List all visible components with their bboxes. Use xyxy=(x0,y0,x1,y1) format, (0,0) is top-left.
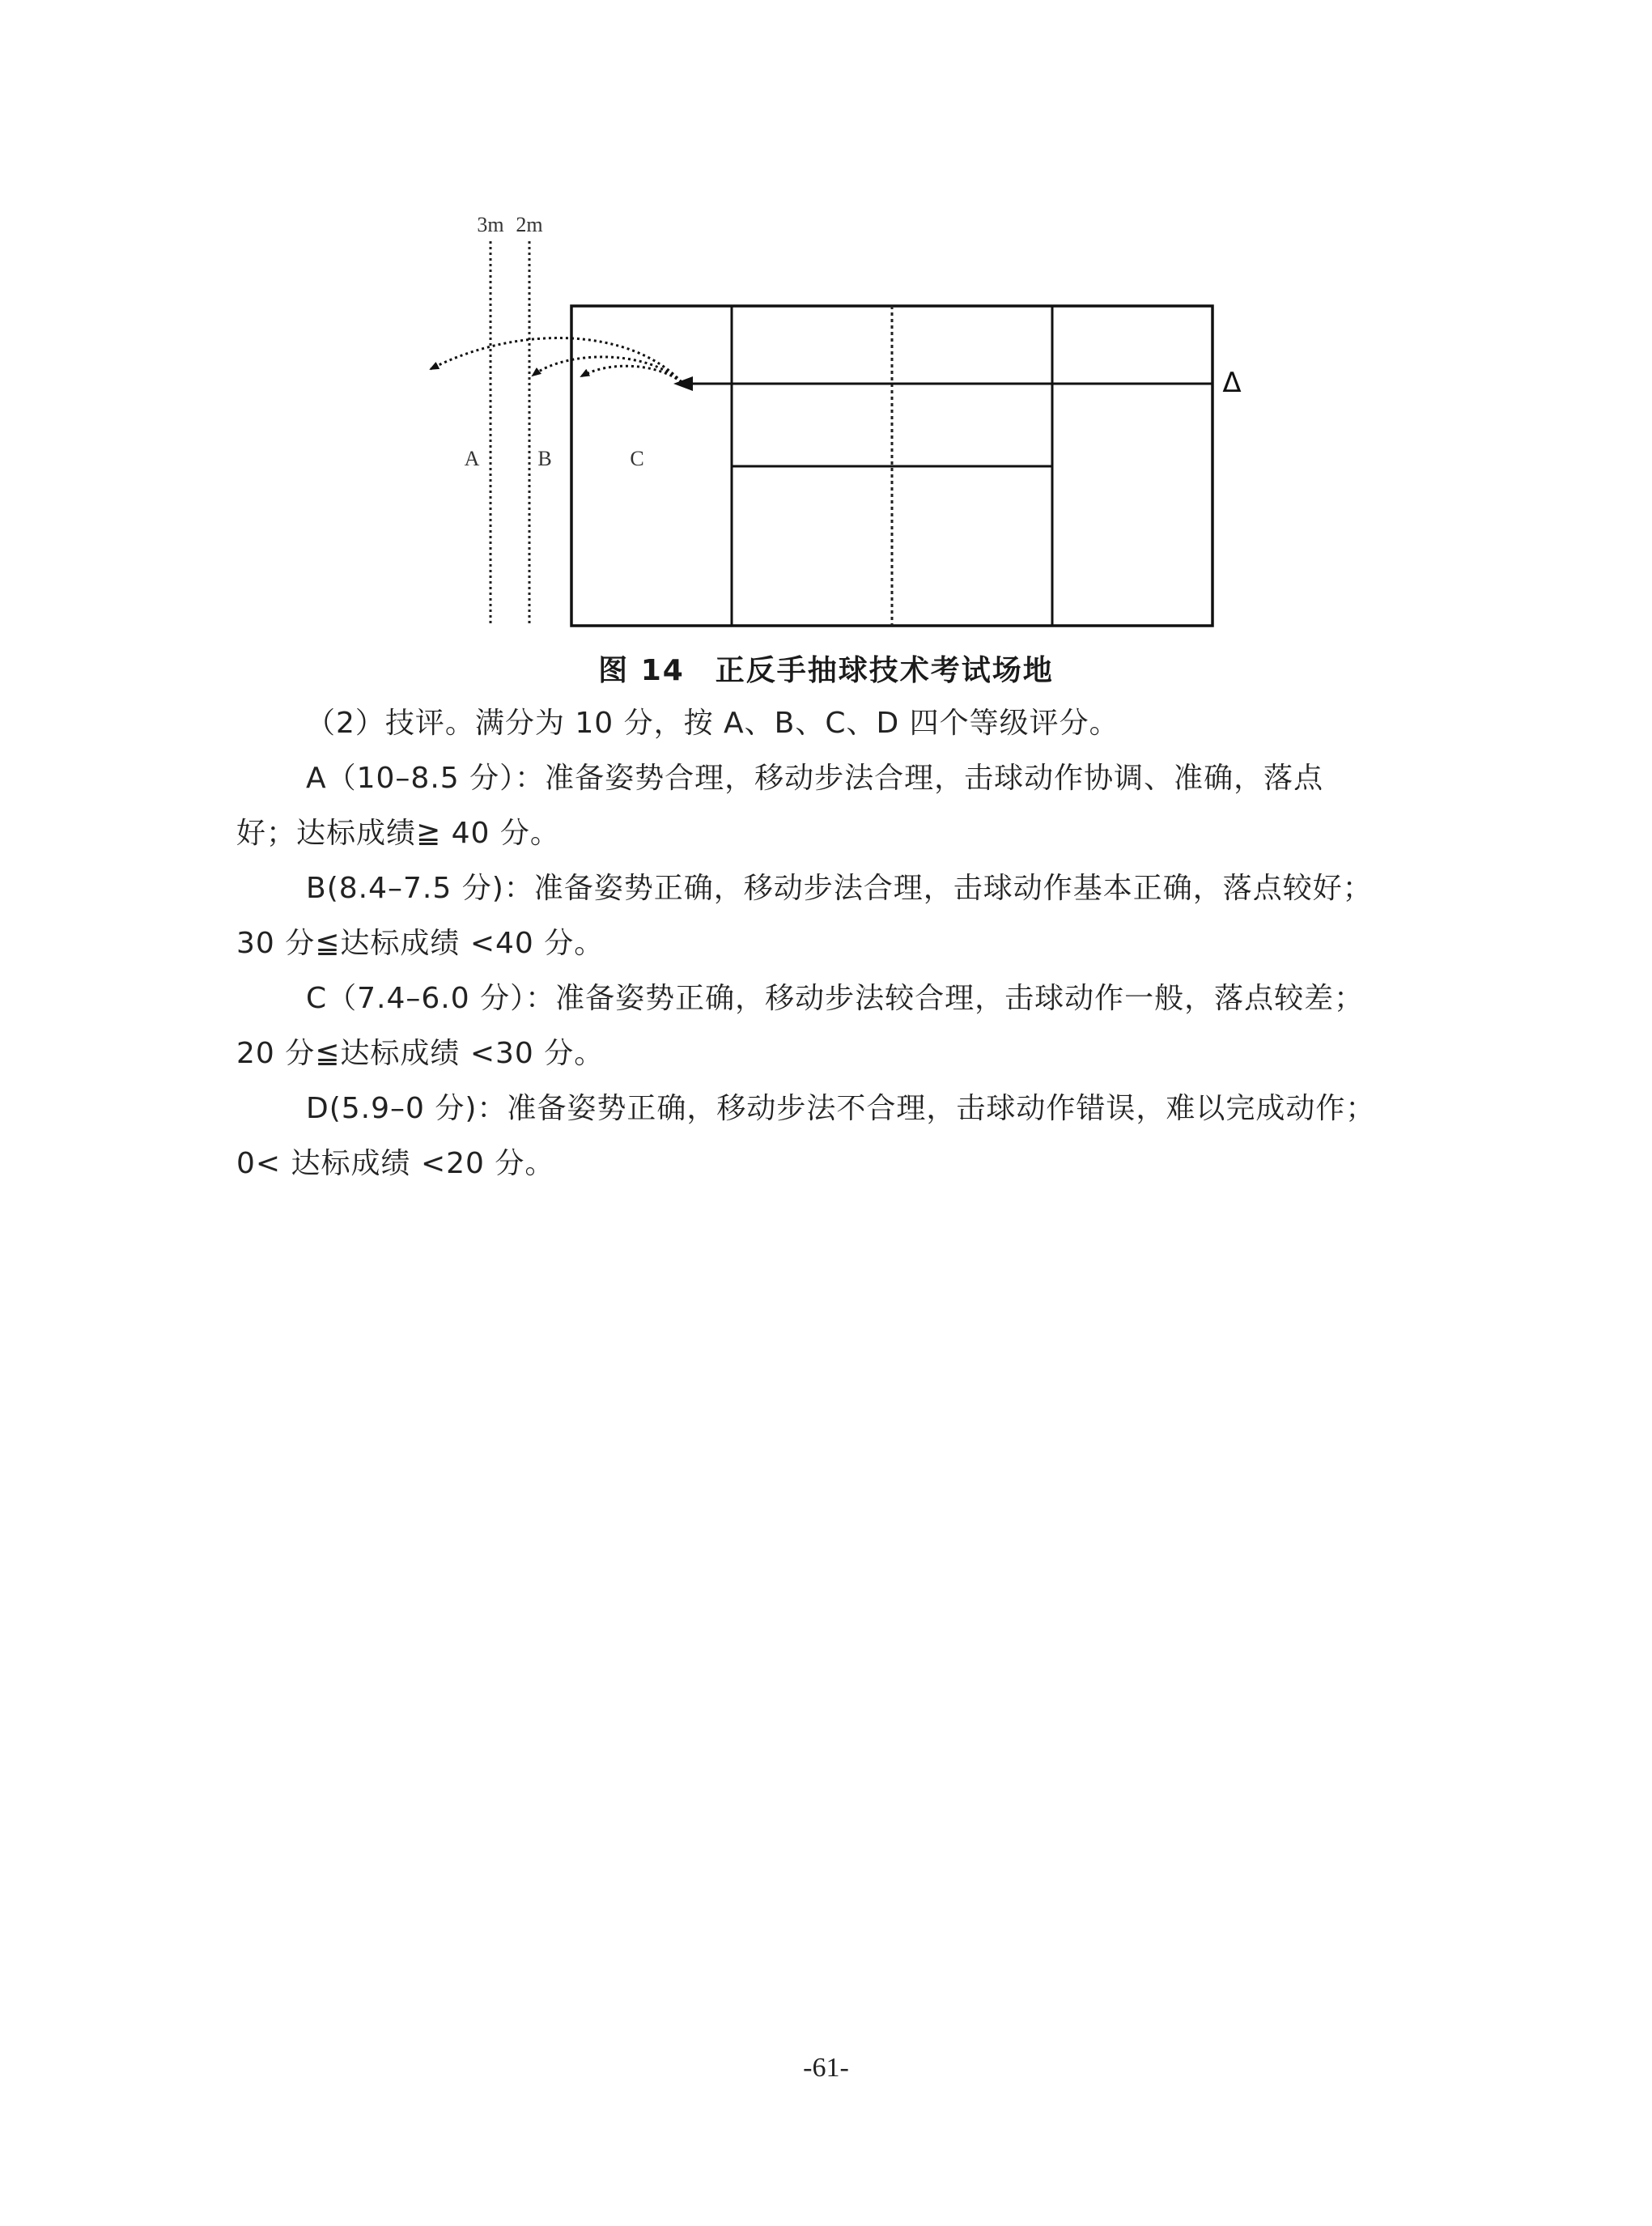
figure-caption: 图 14 正反手抽球技术考试场地 xyxy=(598,654,1054,687)
paragraph-grade-b: B(8.4–7.5 分)：准备姿势正确，移动步法合理，击球动作基本正确，落点较好； xyxy=(306,872,1373,905)
label-3m: 3m xyxy=(477,213,504,236)
page-number: -61- xyxy=(803,2053,849,2083)
paragraph-grade-d: D(5.9–0 分)：准备姿势正确，移动步法不合理，击球动作错误，难以完成动作； xyxy=(306,1092,1376,1125)
zone-label-b: B xyxy=(537,447,552,470)
trajectory-b xyxy=(533,357,682,382)
paragraph-grade-b-cont: 30 分≦达标成绩 <40 分。 xyxy=(236,927,605,960)
player-triangle-marker: Δ xyxy=(1222,367,1242,399)
trajectory-a xyxy=(431,338,682,382)
zone-label-a: A xyxy=(464,447,480,470)
paragraph-grade-a-cont: 好；达标成绩≧ 40 分。 xyxy=(236,817,560,850)
label-2m: 2m xyxy=(516,213,543,236)
paragraph-grade-c: C（7.4–6.0 分）：准备姿势正确，移动步法较合理，击球动作一般，落点较差； xyxy=(306,982,1365,1015)
court-diagram xyxy=(0,0,1652,648)
trajectory-c xyxy=(581,366,682,382)
paragraph-grade-c-cont: 20 分≦达标成绩 <30 分。 xyxy=(236,1037,605,1070)
paragraph-scoring-intro: （2）技评。满分为 10 分，按 A、B、C、D 四个等级评分。 xyxy=(306,707,1119,740)
paragraph-grade-d-cont: 0< 达标成绩 <20 分。 xyxy=(236,1147,555,1180)
zone-label-c: C xyxy=(630,447,644,470)
paragraph-grade-a: A（10–8.5 分）：准备姿势合理，移动步法合理，击球动作协调、准确，落点 xyxy=(306,762,1324,795)
